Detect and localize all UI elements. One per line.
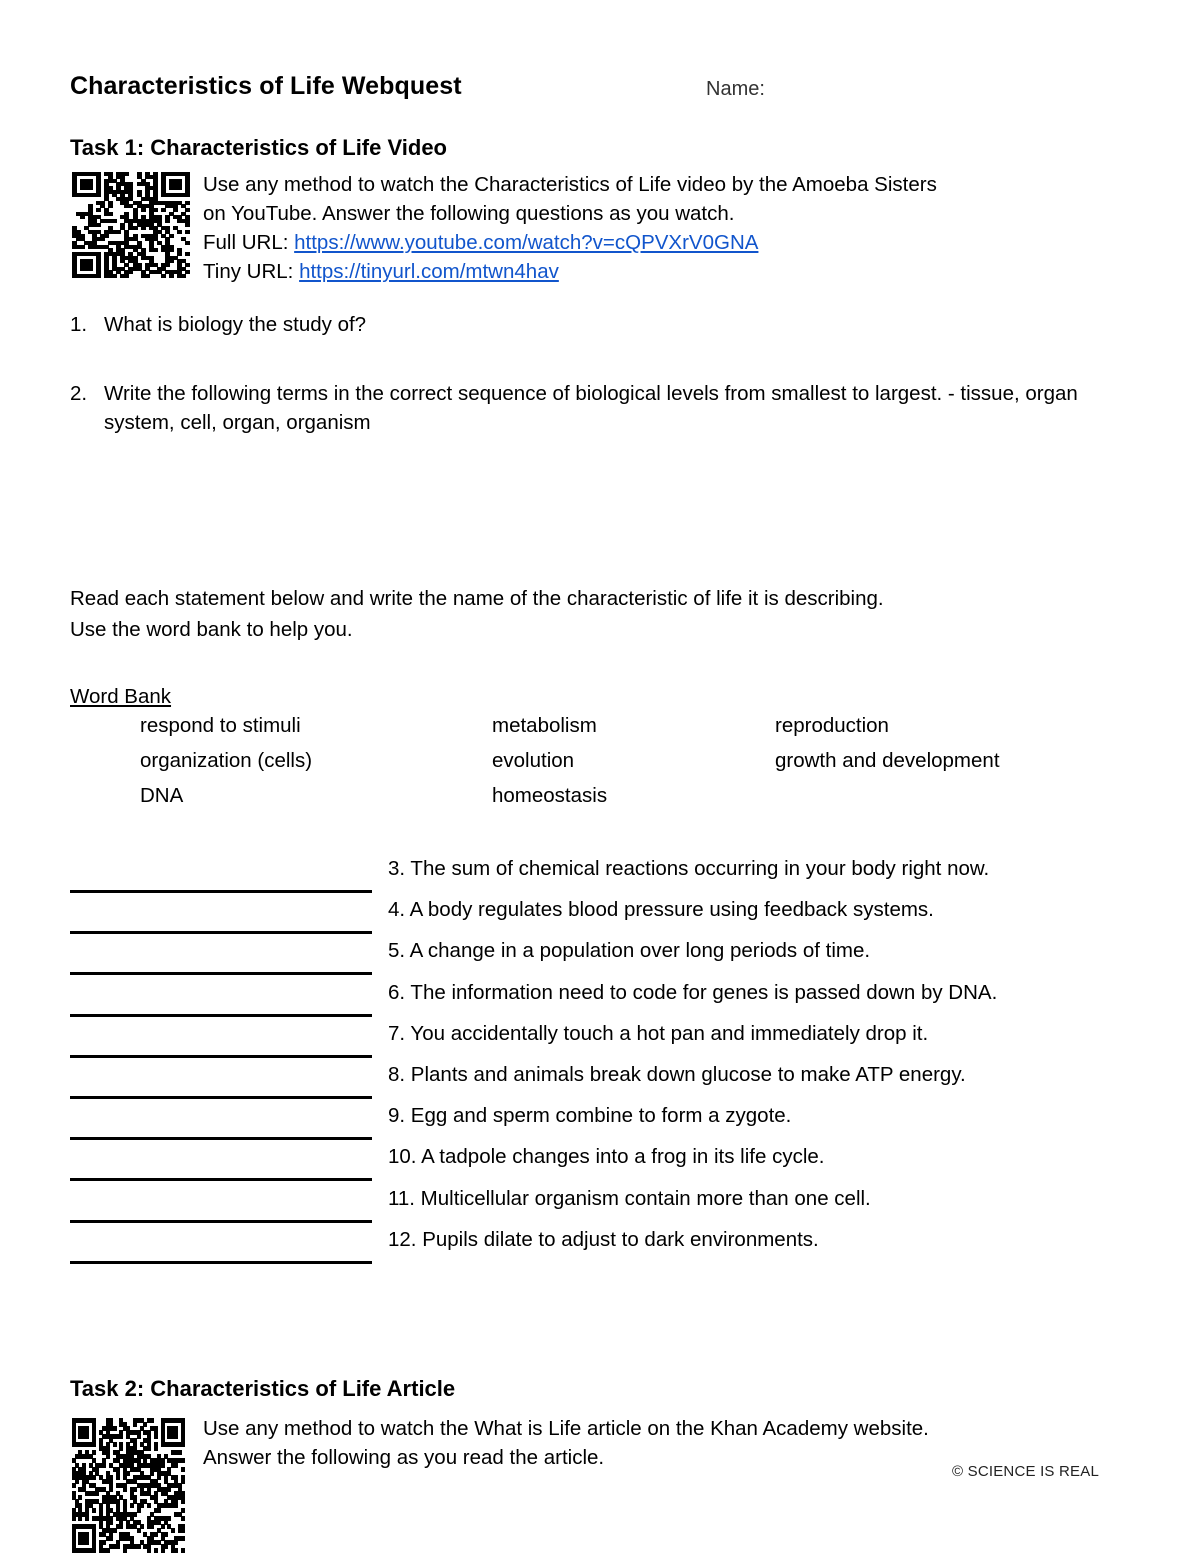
statement-text: The sum of chemical reactions occurring in your body right now. xyxy=(410,857,990,880)
question-1-text: What is biology the study of? xyxy=(104,313,367,336)
answer-blank-line[interactable] xyxy=(70,1055,372,1058)
footer-credit: © SCIENCE IS REAL xyxy=(952,1463,1099,1480)
tiny-url-link[interactable]: https://tinyurl.com/mtwn4hav xyxy=(299,260,559,283)
statement-item xyxy=(388,1104,791,1128)
statement-number: 4. xyxy=(388,898,410,922)
full-url-label: Full URL: xyxy=(203,231,295,254)
statement-item xyxy=(388,1063,966,1087)
instructions-line-1: Read each statement below and write the name of the characteristic of life it is describing. xyxy=(70,587,884,610)
instructions-line-2: Use the word bank to help you. xyxy=(70,618,353,641)
statement-number: 12. xyxy=(388,1227,423,1251)
answer-blank-line[interactable] xyxy=(70,1096,372,1099)
answer-blank-line[interactable] xyxy=(70,1178,372,1181)
answer-blank-line[interactable] xyxy=(70,1137,372,1140)
statement-text: A tadpole changes into a frog in its life cycle. xyxy=(421,1145,825,1169)
question-1-number: 1. xyxy=(70,313,88,336)
statement-text: The information need to code for genes is passed down by DNA. xyxy=(410,980,998,1004)
page-title: Characteristics of Life Webquest xyxy=(70,72,462,100)
statement-number: 5. xyxy=(388,939,410,963)
statement-number: 3. xyxy=(388,857,411,880)
name-field-label: Name: xyxy=(706,78,765,100)
word-bank-term: DNA xyxy=(140,784,184,807)
statement-item xyxy=(388,939,870,963)
statement-item xyxy=(388,1228,819,1252)
statement-text: A body regulates blood pressure using feedback systems. xyxy=(409,898,934,922)
answer-blank-line[interactable] xyxy=(70,1014,372,1017)
word-bank-term: growth and development xyxy=(775,749,1000,772)
word-bank-term: metabolism xyxy=(492,714,597,737)
word-bank-term: reproduction xyxy=(775,714,889,737)
statement-number: 11. xyxy=(388,1186,421,1210)
statement-item xyxy=(388,981,997,1005)
statement-text: Egg and sperm combine to form a zygote. xyxy=(410,1104,792,1128)
statement-number: 9. xyxy=(388,1104,411,1128)
full-url-link[interactable]: https://www.youtube.com/watch?v=cQPVXrV0GNA xyxy=(294,231,759,254)
statement-item xyxy=(388,857,989,881)
statement-text: Plants and animals break down glucose to make ATP energy. xyxy=(410,1063,966,1086)
word-bank-term: organization (cells) xyxy=(140,749,313,772)
question-2-text: Write the following terms in the correct sequence of biological levels from smallest to largest. - tissue, organ system, cell, organ, organism xyxy=(104,382,1078,434)
answer-blank-line[interactable] xyxy=(70,1220,372,1223)
answer-blank-line[interactable] xyxy=(70,890,372,893)
answer-blank-line[interactable] xyxy=(70,931,372,934)
statement-number: 6. xyxy=(388,980,411,1004)
statement-item xyxy=(388,1145,824,1169)
statement-number: 10. xyxy=(388,1145,422,1169)
tiny-url-label: Tiny URL: xyxy=(203,260,300,283)
word-bank-term: respond to stimuli xyxy=(140,714,301,737)
task-1-body-line-1: Use any method to watch the Characteristics of Life video by the Amoeba Sisters xyxy=(203,173,937,196)
statement-text: Multicellular organism contain more than one cell. xyxy=(420,1186,871,1210)
statement-item xyxy=(388,1022,928,1046)
statement-item xyxy=(388,898,934,922)
statement-number: 7. xyxy=(388,1021,411,1045)
statement-text: Pupils dilate to adjust to dark environments. xyxy=(422,1227,819,1251)
statement-text: A change in a population over long periods of time. xyxy=(409,939,871,963)
word-bank-term: evolution xyxy=(492,749,575,772)
statement-number: 8. xyxy=(388,1063,411,1086)
word-bank-label: Word Bank xyxy=(70,685,172,708)
task-1-body-line-2: on YouTube. Answer the following questions as you watch. xyxy=(203,202,735,225)
statement-item xyxy=(388,1187,871,1211)
word-bank-term: homeostasis xyxy=(492,784,608,807)
statement-text: You accidentally touch a hot pan and immediately drop it. xyxy=(410,1021,929,1045)
answer-blank-line[interactable] xyxy=(70,972,372,975)
answer-blank-line[interactable] xyxy=(70,1261,372,1264)
task-2-heading: Task 2: Characteristics of Life Article xyxy=(70,1376,456,1401)
task-1-heading: Task 1: Characteristics of Life Video xyxy=(70,135,447,160)
task-2-body-line-1: Use any method to watch the What is Life article on the Khan Academy website. xyxy=(203,1417,929,1440)
question-2-number: 2. xyxy=(70,382,88,405)
task-2-body-line-2: Answer the following as you read the article. xyxy=(203,1446,605,1469)
qr-code-icon-task-2[interactable] xyxy=(72,1418,185,1553)
